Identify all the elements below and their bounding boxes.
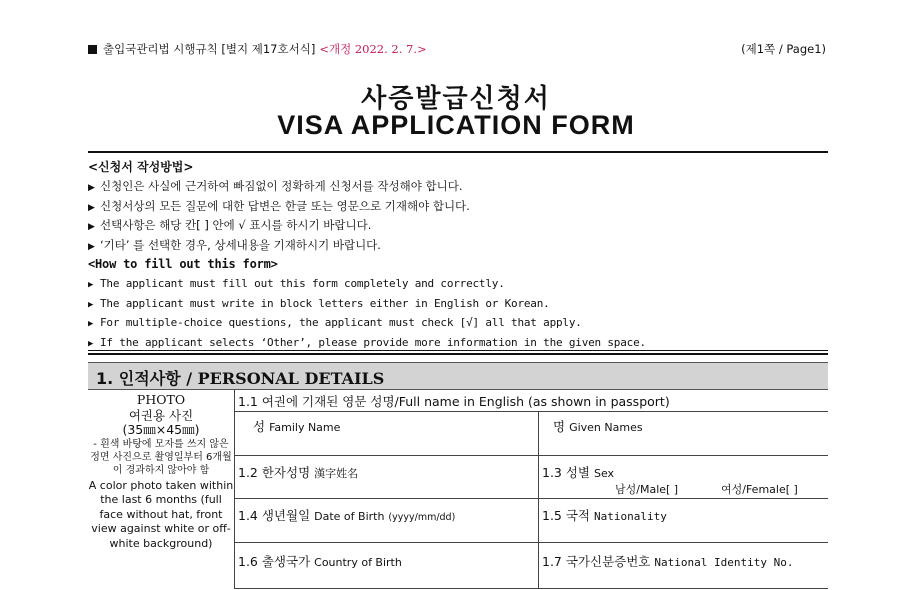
country-of-birth-en: Country of Birth: [314, 556, 402, 569]
country-of-birth-ko: 1.6 출생국가: [238, 554, 311, 569]
instruction-item: [88, 236, 828, 256]
photo-note-ko: - 흰색 바탕에 모자를 쓰지 않은 정면 사진으로 촬영일부터 6개월이 경과하지 않아야 함: [90, 438, 232, 476]
family-name-label: [253, 417, 340, 435]
chinese-name-ko: 1.2 한자성명: [238, 465, 311, 480]
form-header-line: [88, 41, 826, 59]
full-name-label: 1.1 여권에 기재된 영문 성명/Full name in English (as shown in passport): [238, 394, 670, 409]
family-name-ko: 성: [253, 419, 266, 434]
section-number: 1.: [96, 369, 114, 388]
nationality-en: Nationality: [594, 510, 667, 523]
nationality-ko: 1.5 국적: [542, 508, 591, 523]
triangle-bullet-icon: ▶: [88, 222, 95, 233]
date-of-birth-field[interactable]: [234, 499, 538, 543]
nationality-label: [542, 506, 667, 524]
triangle-bullet-icon: ▶: [88, 183, 95, 193]
sex-field: [538, 456, 828, 499]
page-number: (제1쪽 / Page1): [741, 42, 826, 56]
nationality-field[interactable]: [538, 499, 828, 543]
sex-en: Sex: [594, 467, 615, 480]
personal-details-table: [88, 389, 828, 589]
female-checkbox[interactable]: 여성/Female[ ]: [721, 483, 798, 496]
instruction-text: For multiple-choice questions, the applicant must check [√] all that apply.: [100, 316, 582, 330]
section-separator: /: [186, 369, 193, 388]
national-id-field[interactable]: [538, 543, 828, 589]
divider: [88, 350, 828, 351]
family-name-en: Family Name: [269, 421, 341, 434]
country-of-birth-label: [238, 552, 402, 570]
section-title-en: PERSONAL DETAILS: [197, 369, 385, 388]
given-names-field[interactable]: [538, 412, 828, 456]
full-name-header: [234, 389, 828, 412]
instruction-item: [88, 274, 828, 294]
national-id-en: National Identity No.: [654, 556, 794, 569]
law-reference: [103, 41, 427, 57]
national-id-label: [542, 552, 793, 570]
instruction-item: [88, 294, 828, 314]
triangle-bullet-icon: ▶: [88, 319, 94, 330]
section-title-ko: 인적사항: [118, 369, 181, 388]
section-title: [96, 366, 384, 389]
instruction-text: 신청서상의 모든 질문에 대한 답변은 한글 또는 영문으로 기재해야 합니다.: [100, 198, 470, 213]
form-title-korean: 사증발급신청서: [361, 84, 551, 114]
instructions-english: [88, 255, 828, 352]
given-names-label: [553, 417, 643, 435]
photo-box[interactable]: [88, 389, 234, 589]
photo-label-ko: 여권용 사진: [128, 407, 194, 423]
instructions-heading: <신청서 작성방법>: [88, 160, 194, 174]
given-names-en: Given Names: [569, 421, 643, 434]
photo-size: (35㎜×45㎜): [122, 422, 200, 437]
sex-ko: 1.3 성별: [542, 465, 591, 480]
triangle-bullet-icon: ▶: [88, 241, 95, 252]
divider: [88, 151, 828, 153]
triangle-bullet-icon: ▶: [88, 338, 94, 349]
photo-title: PHOTO: [136, 392, 186, 407]
divider: [88, 353, 828, 355]
sex-label: [542, 463, 614, 481]
instruction-text: If the applicant selects ‘Other’, please provide more information in the given space.: [100, 335, 646, 349]
instruction-item: [88, 177, 828, 197]
instruction-item: [88, 197, 828, 217]
section-header-personal-details: [88, 362, 828, 390]
instruction-text: The applicant must fill out this form completely and correctly.: [100, 277, 505, 290]
family-name-field[interactable]: [234, 412, 538, 456]
instruction-item: [88, 216, 828, 236]
given-names-ko: 명: [553, 419, 566, 434]
instruction-text: ‘기타’ 를 선택한 경우, 상세내용을 기재하시기 바랍니다.: [100, 237, 381, 252]
date-of-birth-label: [238, 506, 455, 524]
instructions-korean: [88, 158, 828, 255]
triangle-bullet-icon: ▶: [88, 202, 95, 213]
photo-note-en: A color photo taken within the last 6 months (full face without hat, front view against white or off-white background): [88, 478, 234, 550]
instructions-heading: <How to fill out this form>: [88, 257, 278, 271]
revision-date: <개정 2022. 2. 7.>: [319, 42, 427, 56]
instruction-text: The applicant must write in block letters either in English or Korean.: [100, 296, 550, 310]
date-of-birth-en: Date of Birth: [314, 510, 385, 523]
national-id-ko: 1.7 국가신분증번호: [542, 554, 651, 569]
instruction-text: 선택사항은 해당 칸[ ] 안에 √ 표시를 하시기 바랍니다.: [100, 218, 372, 233]
square-bullet-icon: [88, 45, 97, 54]
instruction-text: 신청인은 사실에 근거하여 빠짐없이 정확하게 신청서를 작성해야 합니다.: [100, 179, 463, 193]
triangle-bullet-icon: ▶: [88, 299, 94, 310]
chinese-name-field[interactable]: [234, 456, 538, 499]
triangle-bullet-icon: ▶: [88, 280, 94, 290]
chinese-name-en: 漢字姓名: [314, 467, 359, 480]
date-of-birth-ko: 1.4 생년월일: [238, 508, 311, 523]
law-reference-text: 출입국관리법 시행규칙 [별지 제17호서식]: [103, 42, 316, 56]
date-format-hint: (yyyy/mm/dd): [388, 512, 456, 523]
form-title-english: VISA APPLICATION FORM: [277, 110, 635, 140]
instruction-item: [88, 313, 828, 333]
male-checkbox[interactable]: 남성/Male[ ]: [615, 483, 679, 496]
country-of-birth-field[interactable]: [234, 543, 538, 589]
chinese-name-label: [238, 463, 358, 481]
